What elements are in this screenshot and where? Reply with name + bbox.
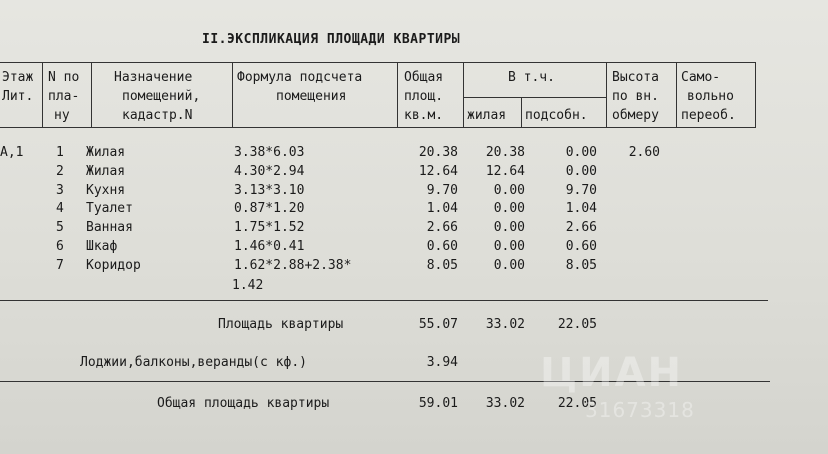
col-divider <box>397 62 398 128</box>
col-divider <box>42 62 43 128</box>
apartment-area-aux: 22.05 <box>557 317 597 332</box>
watermark-id: 31673318 <box>585 398 695 422</box>
header-total-2: площ. <box>404 89 444 104</box>
row-4-n: 4 <box>56 201 64 217</box>
col-divider <box>755 62 756 128</box>
loggias-total: 3.94 <box>426 355 458 370</box>
row-3-aux: 9.70 <box>565 182 597 198</box>
row-6-total: 0.60 <box>426 239 458 254</box>
row-4-total: 1.04 <box>426 201 458 217</box>
row-5-formula: 1.75*1.52 <box>234 220 305 236</box>
row-1-formula: 3.38*6.03 <box>234 145 305 160</box>
row-5-total: 2.66 <box>426 220 458 236</box>
header-purpose-1: Назначение <box>114 70 193 85</box>
header-living: жилая <box>467 108 507 123</box>
header-formula-1: Формула подсчета <box>237 70 363 85</box>
row-7-n: 7 <box>56 257 64 273</box>
total-area-aux: 22.05 <box>557 396 597 411</box>
header-incl: В т.ч. <box>508 70 555 85</box>
row-7-living: 0.00 <box>493 257 525 273</box>
header-height-3: обмеру <box>612 108 659 123</box>
row-6-aux: 0.60 <box>565 239 597 254</box>
header-self-1: Само- <box>681 70 721 85</box>
row-2-formula: 4.30*2.94 <box>234 163 305 179</box>
row-3-formula: 3.13*3.10 <box>234 182 305 198</box>
row-1-height: 2.60 <box>628 145 660 160</box>
row-1-aux: 0.00 <box>565 145 597 160</box>
floor-value: А,1 <box>0 145 24 160</box>
row-2-aux: 0.00 <box>565 163 597 179</box>
row-1-name: Жилая <box>86 145 126 160</box>
row-2-name: Жилая <box>86 163 126 179</box>
row-2-living: 12.64 <box>485 163 525 179</box>
document-title: II.ЭКСПЛИКАЦИЯ ПЛОЩАДИ КВАРТИРЫ <box>202 32 461 47</box>
header-floor-1: Этаж <box>2 70 34 85</box>
row-5-aux: 2.66 <box>565 220 597 236</box>
header-total-1: Общая <box>404 70 444 85</box>
header-purpose-3: кадастр.N <box>122 108 193 123</box>
row-7-name: Коридор <box>86 257 141 273</box>
header-num-1: N по <box>48 70 80 85</box>
row-1-n: 1 <box>56 145 64 160</box>
apartment-area-label: Площадь квартиры <box>218 317 344 332</box>
col-divider <box>91 62 92 128</box>
row-4-formula: 0.87*1.20 <box>234 201 305 217</box>
loggias-label: Лоджии,балконы,веранды(с кф.) <box>80 355 307 370</box>
incl-divider-line <box>463 97 606 98</box>
header-floor-2: Лит. <box>2 89 34 104</box>
row-7-total: 8.05 <box>426 257 458 273</box>
row-6-n: 6 <box>56 239 64 254</box>
total-area-total: 59.01 <box>418 396 458 411</box>
apartment-area-total: 55.07 <box>418 317 458 332</box>
header-self-3: переоб. <box>681 108 736 123</box>
row-6-formula: 1.46*0.41 <box>234 239 305 254</box>
row-4-name: Туалет <box>86 201 133 217</box>
header-formula-2: помещения <box>276 89 347 104</box>
row-2-total: 12.64 <box>418 163 458 179</box>
col-divider <box>232 62 233 128</box>
header-top-line <box>0 62 756 63</box>
header-num-3: ну <box>54 108 70 123</box>
row-3-living: 0.00 <box>493 182 525 198</box>
row-4-aux: 1.04 <box>565 201 597 217</box>
row-6-name: Шкаф <box>86 239 118 254</box>
row-4-living: 0.00 <box>493 201 525 217</box>
col-divider <box>676 62 677 128</box>
apartment-area-living: 33.02 <box>485 317 525 332</box>
cian-watermark: ЦИАН <box>540 350 684 396</box>
header-purpose-2: помещений, <box>122 89 201 104</box>
row-5-living: 0.00 <box>493 220 525 236</box>
total-area-living: 33.02 <box>485 396 525 411</box>
header-aux: подсобн. <box>525 108 588 123</box>
col-divider <box>606 62 607 128</box>
formula-continuation: 1.42 <box>232 278 264 293</box>
total-area-label: Общая площадь квартиры <box>157 396 330 411</box>
row-1-total: 20.38 <box>418 145 458 160</box>
header-self-2: вольно <box>687 89 734 104</box>
col-divider <box>463 62 464 128</box>
row-5-name: Ванная <box>86 220 133 236</box>
row-7-aux: 8.05 <box>565 257 597 273</box>
row-1-living: 20.38 <box>485 145 525 160</box>
row-6-living: 0.00 <box>493 239 525 254</box>
header-total-3: кв.м. <box>404 108 444 123</box>
header-bottom-line <box>0 127 756 128</box>
col-divider <box>521 97 522 128</box>
row-3-total: 9.70 <box>426 182 458 198</box>
row-5-n: 5 <box>56 220 64 236</box>
row-3-n: 3 <box>56 182 64 198</box>
header-height-1: Высота <box>612 70 659 85</box>
header-height-2: по вн. <box>612 89 659 104</box>
row-3-name: Кухня <box>86 182 126 198</box>
summary-separator <box>0 300 768 301</box>
row-7-formula: 1.62*2.88+2.38* <box>234 257 352 273</box>
row-2-n: 2 <box>56 163 64 179</box>
header-num-2: пла- <box>48 89 80 104</box>
